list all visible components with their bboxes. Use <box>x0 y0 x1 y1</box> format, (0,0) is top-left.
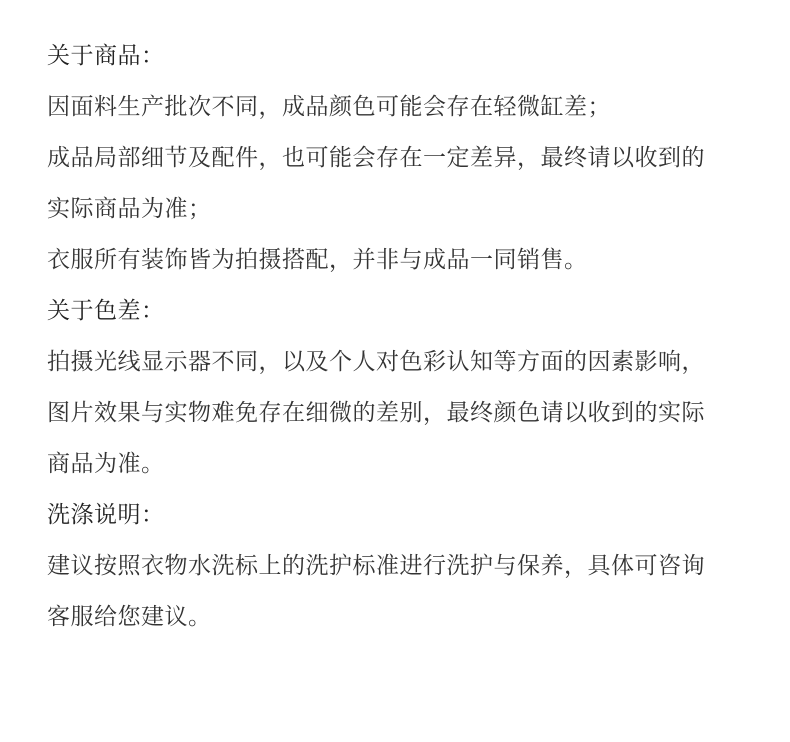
wash-heading: 洗涤说明： <box>47 502 165 528</box>
color-line: 拍摄光线显示器不同，以及个人对色彩认知等方面的因素影响， <box>47 349 705 375</box>
product-line: 因面料生产批次不同，成品颜色可能会存在轻微缸差； <box>47 94 611 120</box>
product-line: 衣服所有装饰皆为拍摄搭配，并非与成品一同销售。 <box>47 247 588 273</box>
wash-line: 客服给您建议。 <box>47 604 212 630</box>
product-line: 实际商品为准； <box>47 196 212 222</box>
product-line: 成品局部细节及配件，也可能会存在一定差异，最终请以收到的 <box>47 145 705 171</box>
color-line: 商品为准。 <box>47 451 165 477</box>
color-heading: 关于色差： <box>47 298 165 324</box>
product-notice <box>47 31 767 643</box>
product-heading: 关于商品： <box>47 43 165 69</box>
wash-line: 建议按照衣物水洗标上的洗护标准进行洗护与保养，具体可咨询 <box>47 553 705 579</box>
color-line: 图片效果与实物难免存在细微的差别，最终颜色请以收到的实际 <box>47 400 705 426</box>
